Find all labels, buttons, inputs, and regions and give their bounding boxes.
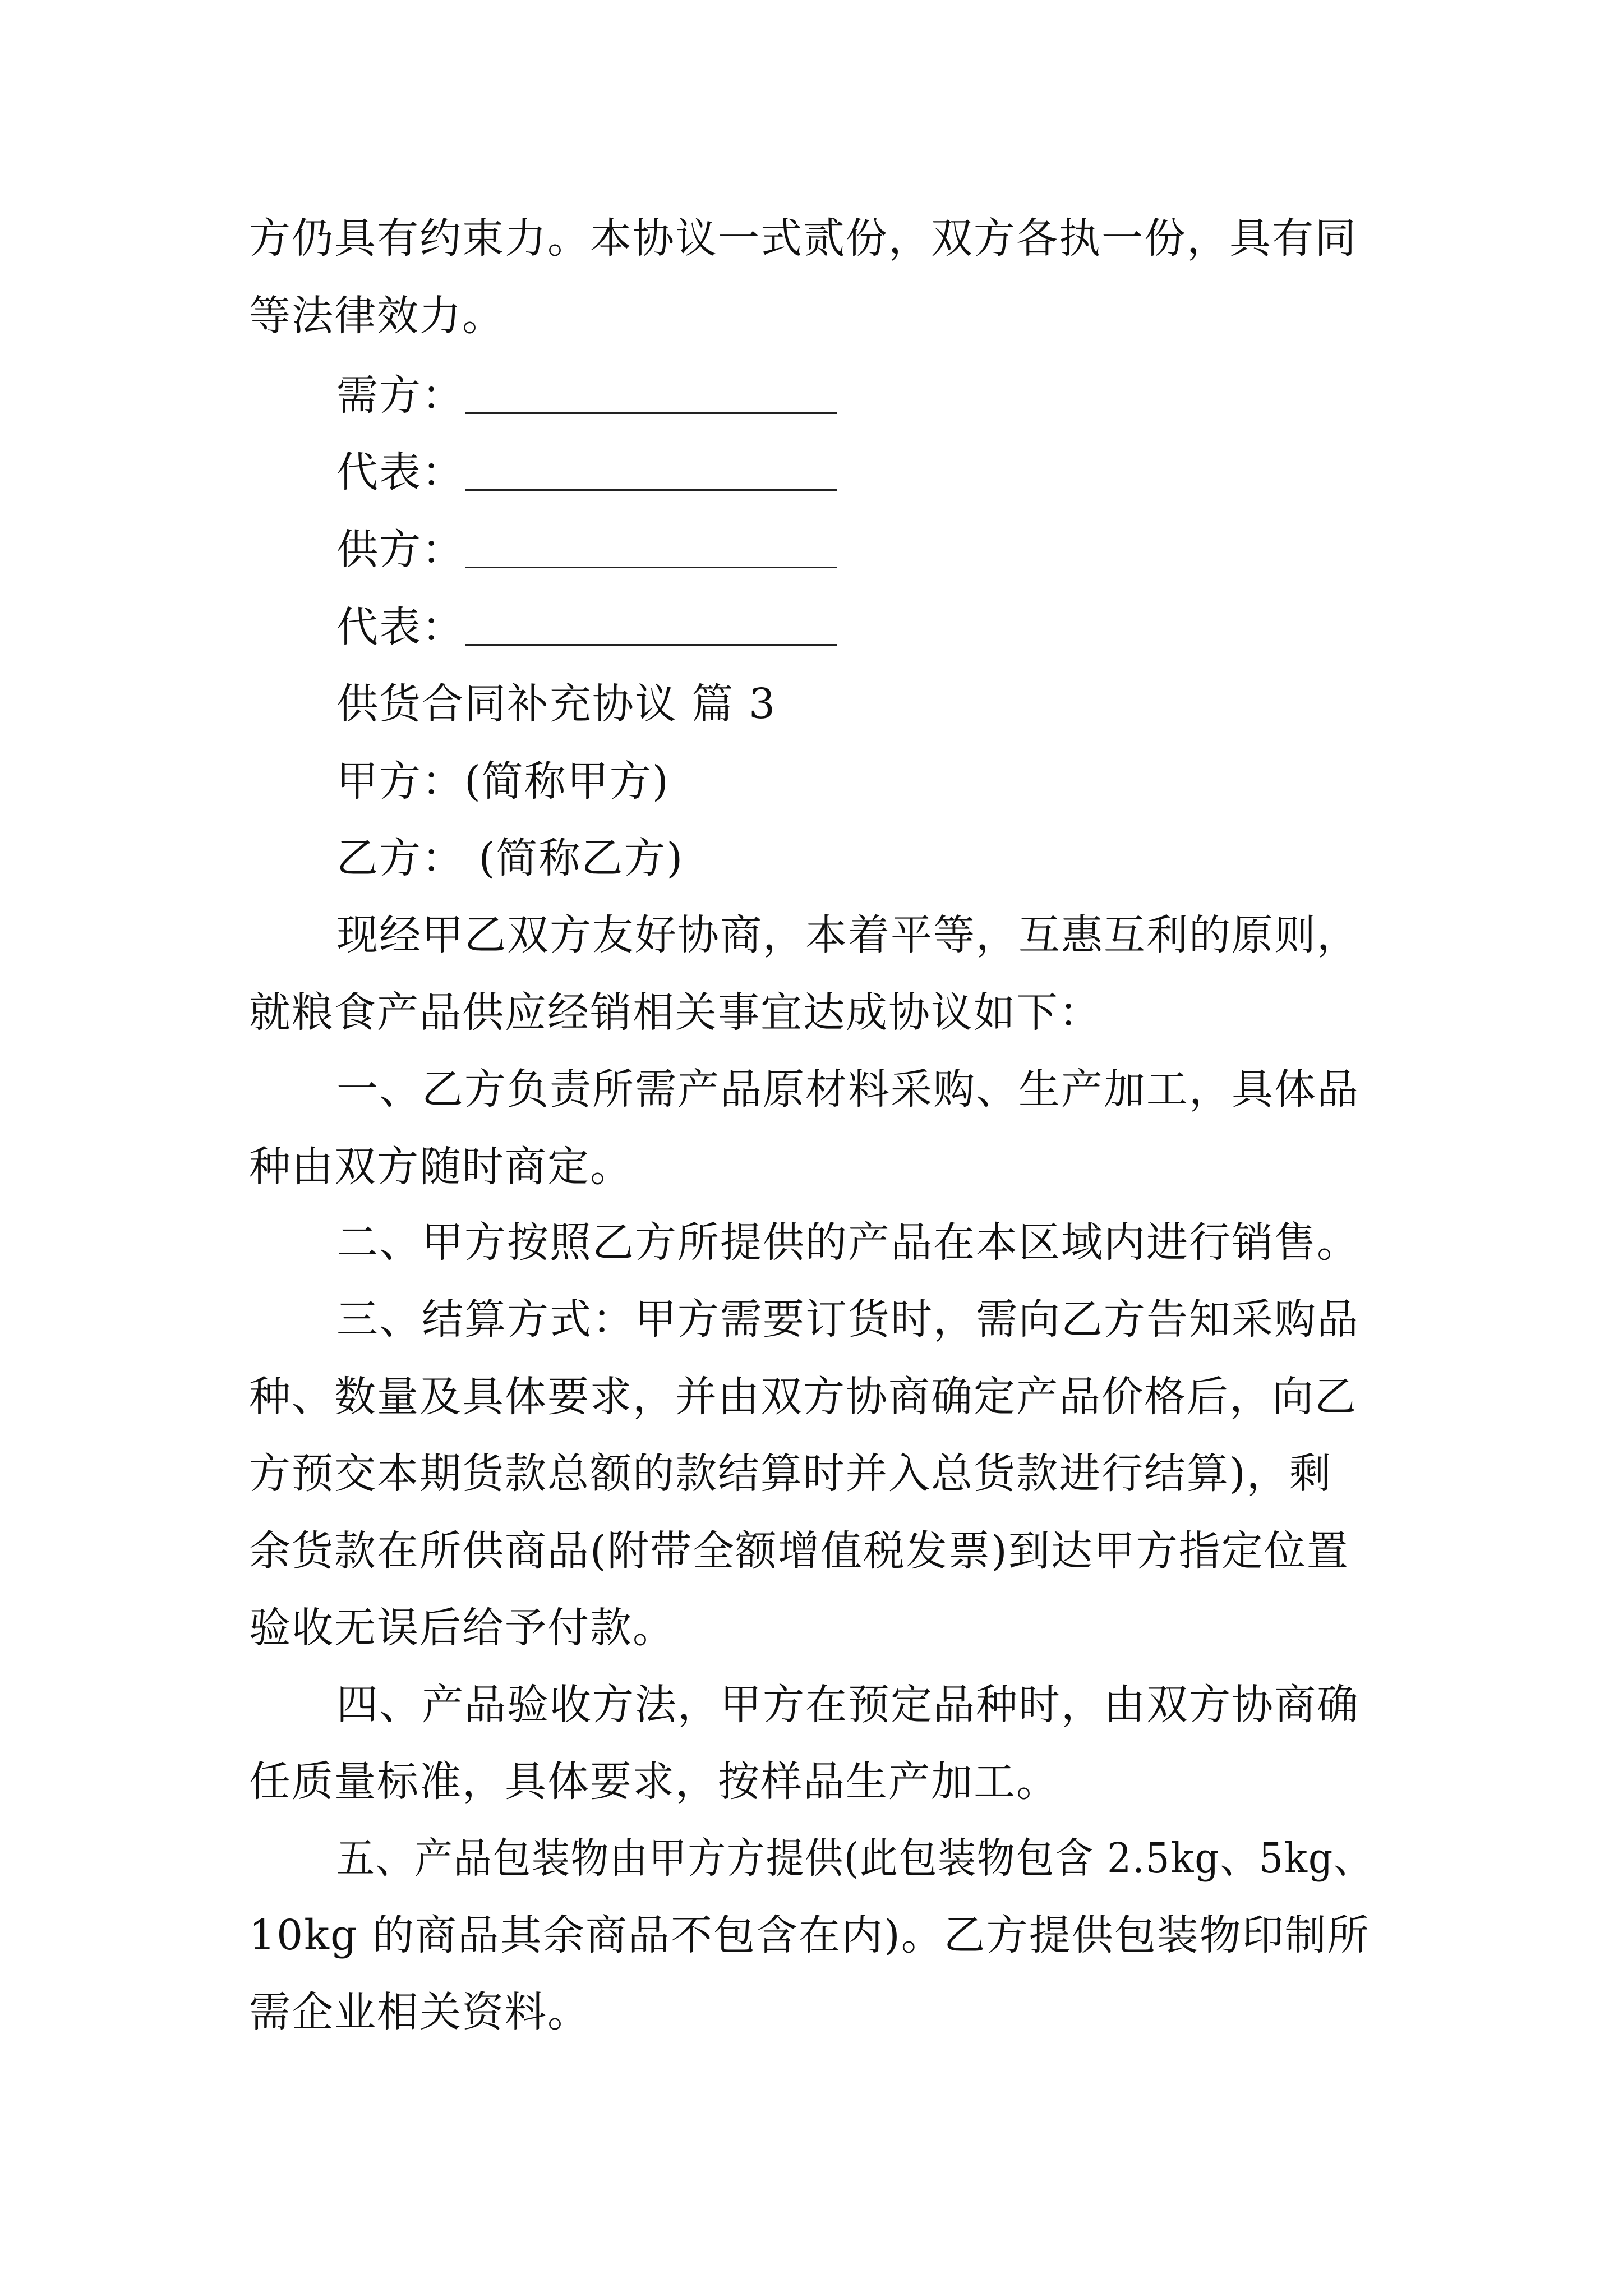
signature-line-buyer-rep — [465, 489, 837, 491]
paragraph-line: 等法律效力。 — [249, 292, 505, 340]
signature-label-supplier-rep: 代表： — [336, 603, 464, 651]
signature-line-supplier-rep — [465, 644, 837, 646]
paragraph-line: 五、产品包装物由甲方方提供(此包装物包含 2.5kg、5kg、 — [336, 1834, 1373, 1883]
signature-line-supplier — [465, 567, 837, 568]
party-a-line: 甲方：(简称甲方) — [336, 757, 670, 806]
paragraph-line: 需企业相关资料。 — [249, 1988, 590, 2036]
paragraph-line: 就粮食产品供应经销相关事宜达成协议如下： — [249, 988, 1101, 1037]
paragraph-line: 一、乙方负责所需产品原材料采购、生产加工，具体品 — [336, 1065, 1359, 1114]
paragraph-line: 二、甲方按照乙方所提供的产品在本区域内进行销售。 — [336, 1218, 1359, 1267]
party-b-line: 乙方： (简称乙方) — [336, 834, 684, 882]
signature-label-buyer: 需方： — [336, 371, 464, 420]
paragraph-line: 方预交本期货款总额的款结算时并入总货款进行结算)，剩 — [249, 1450, 1332, 1498]
signature-line-buyer — [465, 412, 837, 414]
paragraph-line: 现经甲乙双方友好协商，本着平等，互惠互利的原则， — [336, 911, 1359, 959]
paragraph-line: 余货款在所供商品(附带全额增值税发票)到达甲方指定位置 — [249, 1527, 1349, 1575]
section-title: 供货合同补充协议 篇 3 — [336, 680, 777, 728]
paragraph-line: 种由双方随时商定。 — [249, 1143, 633, 1191]
signature-label-supplier: 供方： — [336, 526, 464, 574]
paragraph-line: 三、结算方式：甲方需要订货时，需向乙方告知采购品 — [336, 1295, 1359, 1343]
paragraph-line: 种、数量及具体要求，并由双方协商确定产品价格后，向乙 — [249, 1373, 1357, 1421]
paragraph-line: 10kg 的商品其余商品不包含在内)。乙方提供包装物印制所 — [249, 1911, 1370, 1959]
paragraph-line: 四、产品验收方法，甲方在预定品种时，由双方协商确 — [336, 1681, 1359, 1729]
signature-label-buyer-rep: 代表： — [336, 448, 464, 496]
paragraph-line: 方仍具有约束力。本协议一式贰份，双方各执一份，具有同 — [249, 214, 1357, 263]
paragraph-line: 验收无误后给予付款。 — [249, 1604, 675, 1652]
paragraph-line: 任质量标准，具体要求，按样品生产加工。 — [249, 1757, 1059, 1806]
